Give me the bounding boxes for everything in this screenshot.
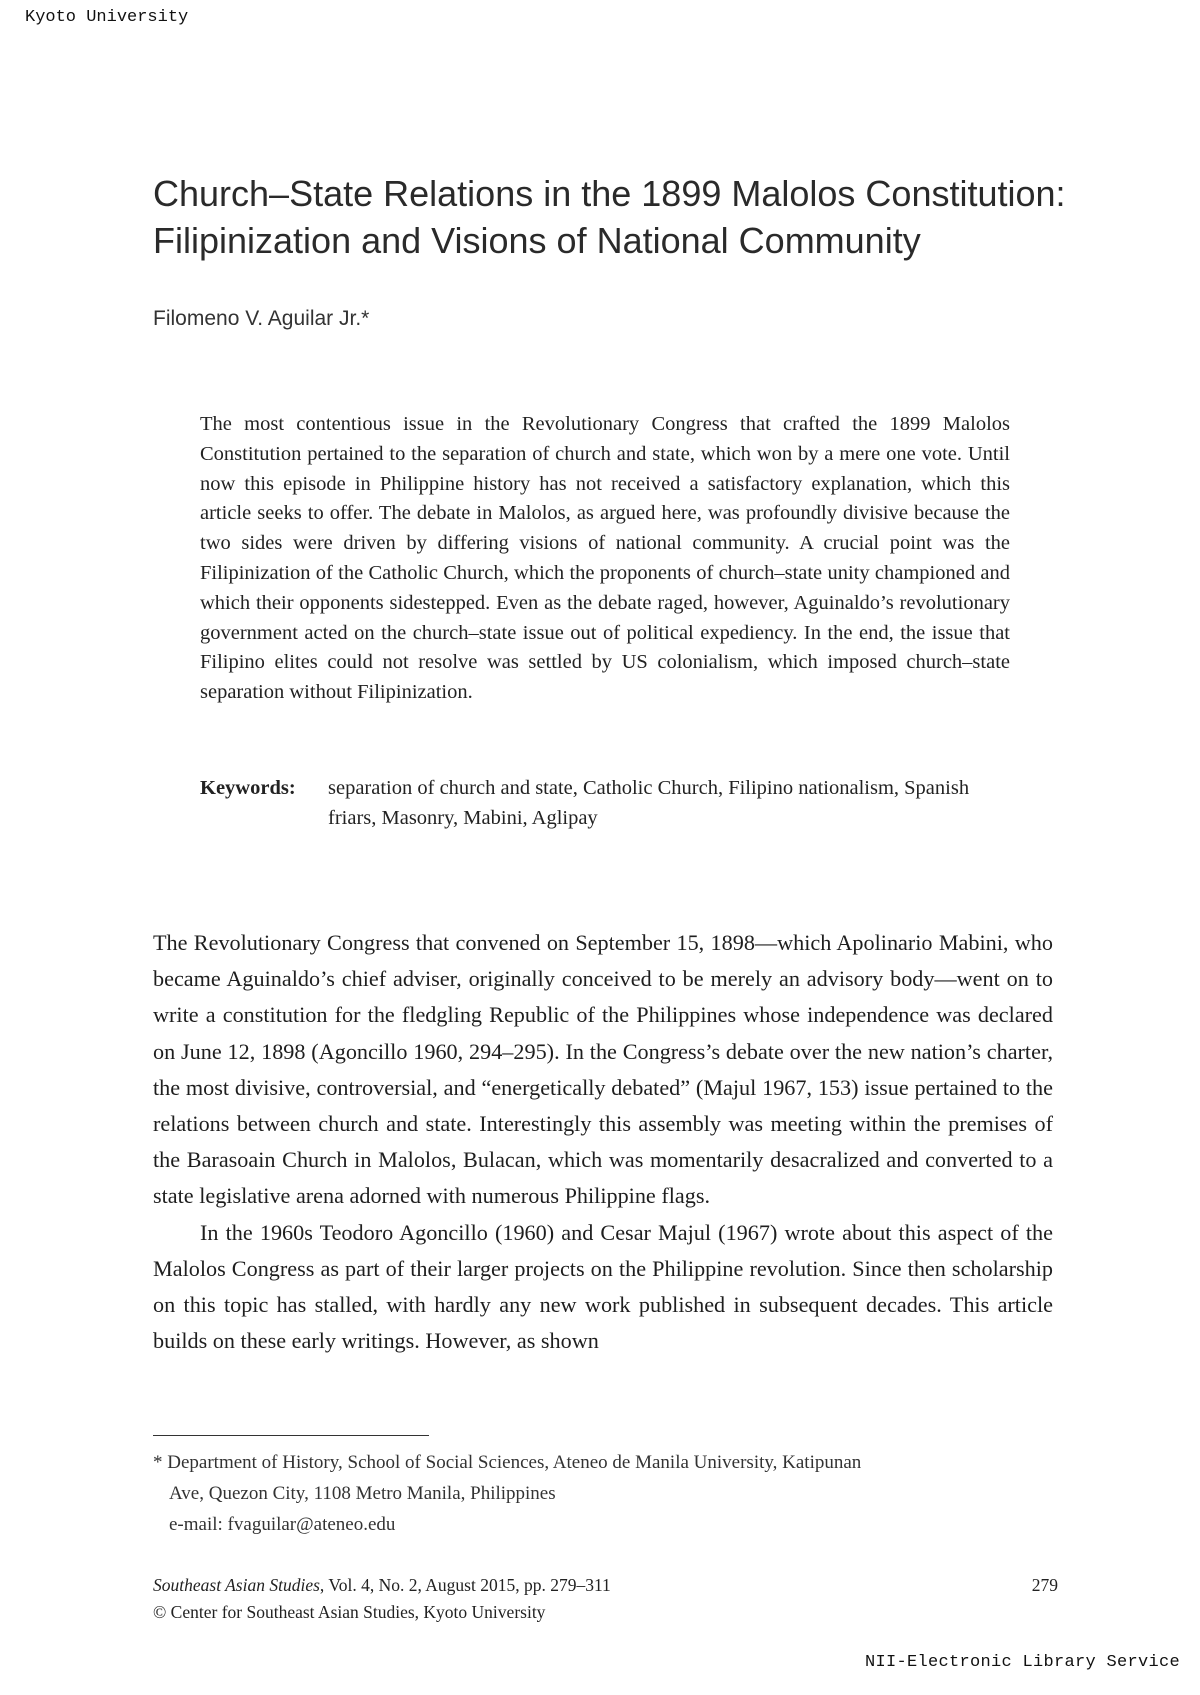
- citation-details: , Vol. 4, No. 2, August 2015, pp. 279–311: [319, 1575, 611, 1595]
- journal-name: Southeast Asian Studies: [153, 1575, 320, 1595]
- keywords: [200, 773, 1010, 833]
- footer-stamp: NII-Electronic Library Service: [864, 1653, 1180, 1672]
- article-title: [153, 170, 1103, 264]
- publication-info: [153, 1572, 1058, 1626]
- author-name: Filomeno V. Aguilar Jr.*: [153, 307, 370, 330]
- footnote-affiliation: * Department of History, School of Social Sciences, Ateneo de Manila University, Katipunan: [153, 1452, 862, 1473]
- abstract: The most contentious issue in the Revolutionary Congress that crafted the 1899 Malolos Constitution pertained to the separation of church and state, which won by a mere one vote. Until now this episode in Philippine history has not received a satisfactory explanation, which this article seeks to offer. The debate in Malolos, as argued here, was profoundly divisive because the two sides were driven by differing visions of national community. A crucial point was the Filipinization of the Catholic Church, which the proponents of church–state unity championed and which their opponents sidestepped. Even as the debate raged, however, Aguinaldo’s revolutionary government acted on the church–state issue out of political expediency. In the end, the issue that Filipino elites could not resolve was settled by US colonialism, which imposed church–state separation without Filipinization.: [200, 413, 1010, 704]
- footnote-address: Ave, Quezon City, 1108 Metro Manila, Philippines: [169, 1483, 556, 1504]
- header-stamp: Kyoto University: [25, 8, 189, 27]
- body-paragraph: The Revolutionary Congress that convened on September 15, 1898—which Apolinario Mabini, who became Aguinaldo’s chief adviser, originally conceived to be merely an advisory body—went on to write a constitution for the fledgling Republic of the Philippines whose independence was declared on June 12, 1898 (Agoncillo 1960, 294–295). In the Congress’s debate over the new nation’s charter, the most divisive, controversial, and “energetically debated” (Majul 1967, 153) issue pertained to the relations between church and state. Interestingly this assembly was meeting within the premises of the Barasoain Church in Malolos, Bulacan, which was momentarily desacralized and converted to a state legislative arena adorned with numerous Philippine flags.: [153, 930, 1053, 1209]
- page-number: 279: [1031, 1575, 1058, 1595]
- footnote: [153, 1447, 1058, 1540]
- article-body: [153, 925, 1053, 1359]
- body-paragraph: In the 1960s Teodoro Agoncillo (1960) and Cesar Majul (1967) wrote about this aspect of the Malolos Congress as part of their larger projects on the Philippine revolution. Since then scholarship on this topic has stalled, with hardly any new work published in subsequent decades. This article builds on these early writings. However, as shown: [153, 1219, 1053, 1354]
- footnote-email: e-mail: fvaguilar@ateneo.edu: [169, 1514, 396, 1535]
- footnote-divider: [153, 1435, 429, 1436]
- copyright: © Center for Southeast Asian Studies, Kyoto University: [153, 1602, 546, 1622]
- keywords-list: separation of church and state, Catholic Church, Filipino nationalism, Spanish friars, Masonry, Mabini, Aglipay: [328, 777, 970, 829]
- title-line-1: Church–State Relations in the 1899 Malolos Constitution:: [153, 173, 1066, 214]
- title-line-2: Filipinization and Visions of National Community: [153, 220, 921, 261]
- keywords-label: Keywords:: [200, 777, 296, 799]
- citation: [153, 1572, 611, 1599]
